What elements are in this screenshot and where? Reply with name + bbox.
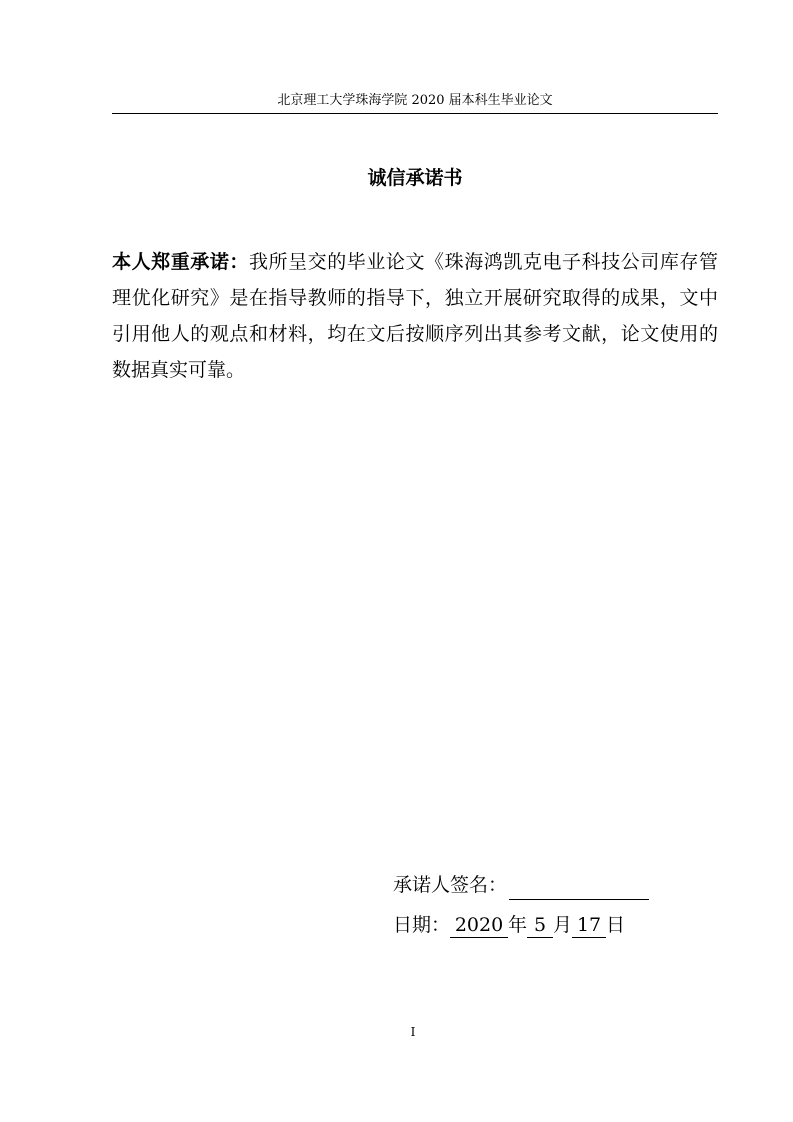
date-day: 17 xyxy=(572,913,606,938)
date-row xyxy=(393,910,625,940)
page-title: 诚信承诺书 xyxy=(367,167,463,189)
date-month: 5 xyxy=(527,913,553,938)
pledge-text: 我所呈交的毕业论文《珠海鸿凯克电子科技公司库存管理优化研究》是在指导教师的指导下，独立开展研究取得的成果，文中引用他人的观点和材料，均在文后按顺序列出其参考文献，论文使用的数据真实可靠。 xyxy=(112,251,718,381)
signature-label: 承诺人签名： xyxy=(393,874,508,896)
date-year: 2020 xyxy=(450,913,508,938)
date-day-unit: 日 xyxy=(606,914,626,936)
pledge-lead: 本人郑重承诺： xyxy=(112,251,249,273)
signature-line xyxy=(509,875,649,900)
date-label: 日期： xyxy=(393,914,451,936)
date-month-unit: 月 xyxy=(553,914,573,936)
date-year-unit: 年 xyxy=(508,914,528,936)
signature-row xyxy=(393,870,649,900)
pledge-paragraph xyxy=(112,244,718,388)
page-number: I xyxy=(410,1025,416,1039)
header-divider xyxy=(112,113,718,114)
running-header: 北京理工大学珠海学院 2020 届本科生毕业论文 xyxy=(277,93,553,108)
